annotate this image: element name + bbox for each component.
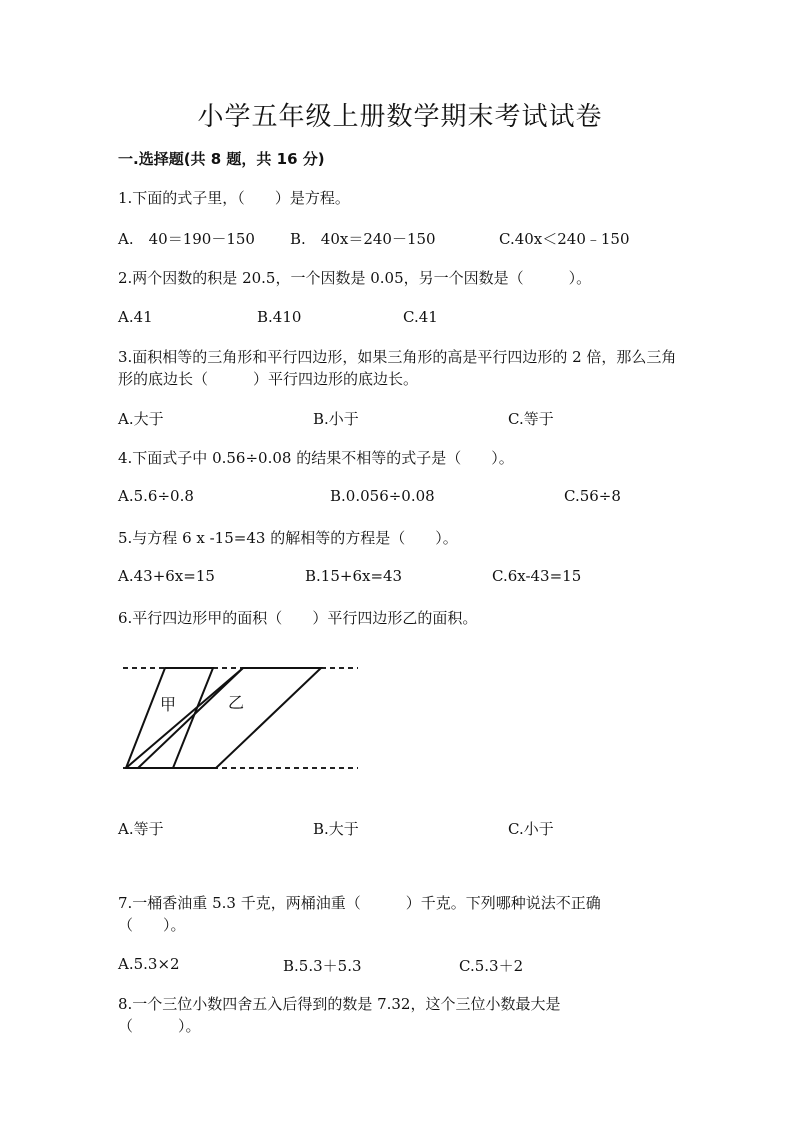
label-yi: 乙 — [228, 693, 245, 712]
parallelogram-figure — [118, 660, 368, 780]
q5-option-a[interactable]: A.43+6x=15 — [118, 567, 215, 585]
question-8: 8.一个三位小数四舍五入后得到的数是 7.32，这个三位小数最大是（ ）。 — [118, 995, 561, 1035]
q5-option-c[interactable]: C.6x-43=15 — [492, 567, 582, 585]
question-3: 3.面积相等的三角形和平行四边形，如果三角形的高是平行四边形的 2 倍，那么三角形的底边长（ ）平行四边形的底边长。 — [118, 348, 677, 388]
question-6: 6.平行四边形甲的面积（ ）平行四边形乙的面积。 — [118, 609, 478, 627]
q2-option-a[interactable]: A.41 — [118, 308, 153, 326]
question-7: 7.一桶香油重 5.3 千克，两桶油重（ ）千克。下列哪种说法不正确（ ）。 — [118, 894, 601, 934]
q1-option-b[interactable]: B. 40x＝240－150 — [290, 230, 436, 248]
q7-option-c[interactable]: C.5.3＋2 — [459, 957, 524, 975]
q4-option-a[interactable]: A.5.6÷0.8 — [118, 487, 194, 505]
q3-option-b[interactable]: B.小于 — [313, 410, 359, 428]
q3-option-a[interactable]: A.大于 — [118, 410, 164, 428]
question-5: 5.与方程 6 x -15=43 的解相等的方程是（ ）。 — [118, 529, 458, 547]
page-title: 小学五年级上册数学期末考试试卷 — [197, 102, 603, 132]
parallelogram-jia — [126, 668, 213, 768]
q6-option-a[interactable]: A.等于 — [118, 820, 164, 838]
diagonal-line — [126, 668, 243, 768]
question-1: 1.下面的式子里，（ ）是方程。 — [118, 189, 350, 207]
q4-option-c[interactable]: C.56÷8 — [564, 487, 621, 505]
section-heading: 一.选择题(共 8 题，共 16 分) — [118, 150, 325, 168]
q1-option-c[interactable]: C.40x＜240﹣150 — [499, 230, 630, 248]
q1-option-a[interactable]: A. 40＝190－150 — [118, 230, 255, 248]
q6-option-c[interactable]: C.小于 — [508, 820, 554, 838]
q6-option-b[interactable]: B.大于 — [313, 820, 359, 838]
q4-option-b[interactable]: B.0.056÷0.08 — [330, 487, 435, 505]
question-4: 4.下面式子中 0.56÷0.08 的结果不相等的式子是（ ）。 — [118, 449, 514, 467]
parallelogram-yi — [138, 668, 321, 768]
q7-option-b[interactable]: B.5.3＋5.3 — [283, 957, 362, 975]
q5-option-b[interactable]: B.15+6x=43 — [305, 567, 403, 585]
q2-option-b[interactable]: B.410 — [257, 308, 302, 326]
q2-option-c[interactable]: C.41 — [403, 308, 438, 326]
q7-option-a[interactable]: A.5.3×2 — [118, 955, 180, 973]
q3-option-c[interactable]: C.等于 — [508, 410, 554, 428]
label-jia: 甲 — [160, 695, 177, 714]
question-2: 2.两个因数的积是 20.5，一个因数是 0.05，另一个因数是（ ）。 — [118, 269, 592, 287]
